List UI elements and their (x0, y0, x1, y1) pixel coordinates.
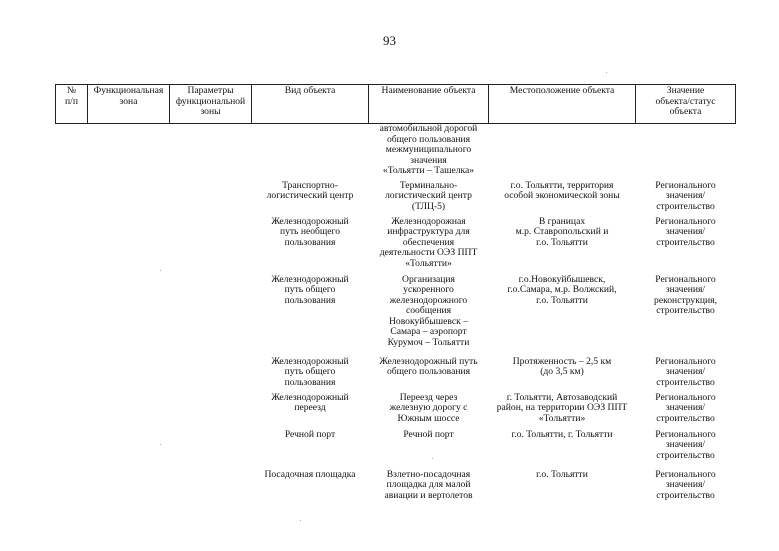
cell-number (56, 181, 88, 217)
header-name-label: Наименование объекта (381, 85, 476, 96)
cell-status: Регионального значения/ строительство (655, 355, 716, 388)
cell-kind: Железнодорожный путь необщего пользования (271, 215, 349, 248)
cell-zone (88, 181, 170, 217)
cell-kind: Речной порт (284, 428, 336, 440)
cell-status: Регионального значения/ строительство (655, 468, 716, 501)
cell-name: Переезд через железную дорогу с Южным шоссе (389, 391, 468, 424)
cell-params (170, 124, 252, 181)
cell-status: Регионального значения/ строительство (655, 391, 716, 424)
cell-name: автомобильной дорогой общего пользования межмуниципального значения «Тольятти – Ташелка» (379, 123, 478, 177)
table-row (56, 181, 736, 217)
cell-number (56, 124, 88, 181)
cell-location: г.о. Тольятти, г. Тольятти (511, 428, 613, 440)
cell-number (56, 470, 88, 506)
header-name (369, 85, 489, 124)
page-number: 93 (383, 33, 396, 48)
cell-kind (252, 124, 369, 181)
cell-location: В границах м.р. Ставропольский и г.о. Тольятти (515, 215, 609, 248)
scan-speck (160, 270, 161, 271)
cell-params (170, 217, 252, 275)
scan-speck (432, 458, 433, 459)
scan-speck (606, 72, 607, 73)
cell-name: Взлетно-посадочная площадка для малой авиации и вертолетов (384, 468, 473, 501)
cell-kind: Железнодорожный переезд (271, 391, 349, 414)
header-params-label: Параметры функциональной зоны (175, 85, 246, 118)
cell-kind: Железнодорожный путь общего пользования (271, 273, 349, 306)
scan-speck (160, 444, 161, 445)
cell-params (170, 357, 252, 393)
cell-name: Железнодорожный путь общего пользования (379, 355, 478, 378)
table-row (56, 275, 736, 357)
header-location (489, 85, 636, 124)
table-row (56, 357, 736, 393)
cell-params (170, 275, 252, 357)
cell-name: Железнодорожная инфраструктура для обеспечения деятельности ОЭЗ ППТ «Тольятти» (379, 215, 478, 269)
cell-zone (88, 470, 170, 506)
scan-speck (300, 520, 301, 521)
cell-number (56, 217, 88, 275)
cell-number (56, 430, 88, 470)
header-number-label: № п/п (65, 85, 78, 107)
cell-location: г.о.Новокуйбышевск, г.о.Самара, м.р. Волжский, г.о. Тольятти (507, 273, 617, 306)
cell-location: г. Тольятти, Автозаводский район, на территории ОЭЗ ППТ «Тольятти» (496, 391, 628, 424)
cell-location: Протяженность – 2,5 км (до 3,5 км) (512, 355, 612, 378)
table-row (56, 393, 736, 430)
cell-kind: Транспортно- логистический центр (266, 179, 354, 202)
header-params (170, 85, 252, 124)
cell-location (489, 124, 636, 181)
table-header-row (56, 85, 736, 124)
cell-status: Регионального значения/ строительство (655, 179, 716, 212)
header-status (636, 85, 736, 124)
cell-params (170, 181, 252, 217)
cell-zone (88, 124, 170, 181)
table-row (56, 470, 736, 506)
objects-table (55, 84, 735, 506)
table-row (56, 430, 736, 470)
cell-params (170, 430, 252, 470)
cell-location: г.о. Тольятти (536, 468, 588, 480)
header-status-label: Значение объекта/статус объекта (655, 85, 716, 118)
objects-grid (55, 84, 736, 506)
cell-name: Речной порт (403, 428, 454, 440)
table-row (56, 217, 736, 275)
cell-name: Организация ускоренного железнодорожного сообщения Новокуйбышевск – Самара – аэропорт Курумоч – Тольятти (387, 273, 470, 349)
cell-params (170, 393, 252, 430)
cell-number (56, 275, 88, 357)
cell-zone (88, 430, 170, 470)
header-number (56, 85, 88, 124)
cell-status: Регионального значения/ строительство (655, 428, 716, 461)
header-kind-label: Вид объекта (284, 85, 336, 96)
cell-status: Регионального значения/ реконструкция, строительство (654, 273, 717, 317)
header-zone (88, 85, 170, 124)
cell-location: г.о. Тольятти, территория особой экономической зоны (504, 179, 620, 202)
header-kind (252, 85, 369, 124)
cell-zone (88, 357, 170, 393)
cell-kind: Железнодорожный путь общего пользования (271, 355, 349, 388)
cell-status (636, 124, 736, 181)
cell-name: Терминально- логистический центр (ТЛЦ-5) (385, 179, 472, 212)
cell-params (170, 470, 252, 506)
cell-zone (88, 275, 170, 357)
header-zone-label: Функциональная зона (93, 85, 164, 107)
cell-kind: Посадочная площадка (264, 468, 356, 480)
cell-number (56, 393, 88, 430)
table-row (56, 124, 736, 181)
cell-zone (88, 217, 170, 275)
cell-number (56, 357, 88, 393)
cell-status: Регионального значения/ строительство (655, 215, 716, 248)
header-location-label: Местоположение объекта (509, 85, 615, 96)
cell-zone (88, 393, 170, 430)
